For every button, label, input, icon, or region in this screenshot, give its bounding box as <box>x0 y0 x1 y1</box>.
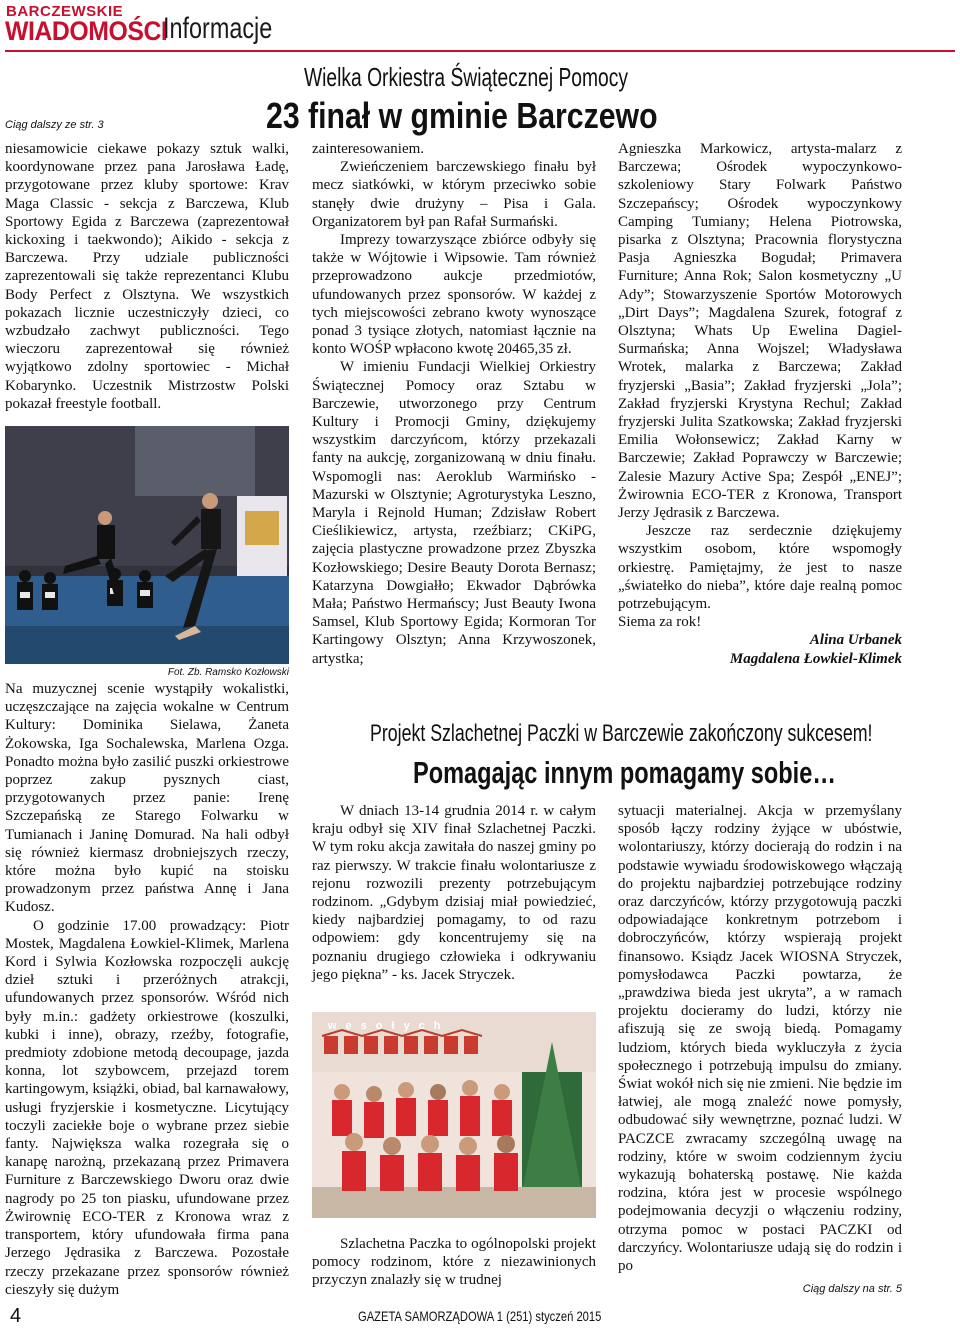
masthead-rule <box>5 50 955 52</box>
continued-from-note: Ciąg dalszy ze str. 3 <box>5 119 104 131</box>
paragraph: sytuacji materialnej. Akcja w przemyślany sposób łączy rodziny żyjące w ubóstwie, wolontariuszy, którzy docierają do rodzin i na podstawie wywiadu środowiskowego włączają do projektu najbardziej potrzebujące rodziny oraz darczyńców, którzy przygotowują paczki odpowiadające konkretnym potrzebom i dobroczyńców, którzy wspierają projekt finansowo. Ksiądz Jacek WIOSNA Stryczek, pomysłodawca Paczki powtarza, że „prawdziwa bieda jest ukryta”, a w ramach projektu docieramy do ludzi, którzy nie afiszują się ze swoją biedą. Pomagamy ludziom, których bieda wykluczyła z życia społecznego i potrzebują impulsu do zmiany. Świat wokół nich się nie zmieni. Nie będzie im łatwiej, ale mogą znaleźć nowe pomysły, odbudować siły wewnętrzne, poznać ludzi. W PACZCE zwracamy szczególną uwagę na rodziny, które w swoim codziennym życiu wykazują bohaterską postawę. Nie każda rodzina, która jest w procesie wspólnego podejmowania decyzji o włączeniu rodziny, otrzyma pomoc w postaci PACZKI od darczyńcy. Wolontariusze udają się do rodzin i po <box>618 803 902 1275</box>
article2-title: Pomagając innym pomagamy sobie… <box>413 755 836 790</box>
martial-arts-photo <box>5 426 289 664</box>
paragraph: Zwieńczeniem barczewskiego finału był mecz siatkówki, w którym przeciwko sobie stanęły dwie drużyny – Pisa i Gala. Organizatorem był pan Rafał Surmański. <box>312 159 596 230</box>
continued-to-note: Ciąg dalszy na str. 5 <box>802 1283 902 1295</box>
paragraph: W dniach 13-14 grudnia 2014 r. w całym kraju odbył się XIV finał Szlachetnej Paczki. W tym roku akcja zawitała do naszej gminy po raz pierwszy. W trakcie finału wolontariusze z rejonu rozwozili prezenty potrzebującym rodzinom. „Gdybym dzisiaj miał powiedzieć, kiedy najbardziej pomagamy, to od razu odpowiem: gdy koncentrujemy się na poznaniu drugiego człowieka i odkrywaniu jego piękna” - ks. Jacek Stryczek. <box>312 803 596 983</box>
section-title: Informacje <box>163 12 273 45</box>
paragraph: niesamowicie ciekawe pokazy sztuk walki, koordynowane przez pana Jarosława Ładę, przygotowane przez kluby sportowe: Krav Maga Classic - sekcja z Barczewa, Klub Sportowy Egida z Barczewa (zaprezentował kickoxing i taekwondo); Aikido - sekcja z Barczewa. Przy udziale publiczności zaprezentowali się także reprezentanci Klubu Body Perfect z Olsztyna. We wszystkich pokazach licznie uczestniczyły dzieci, co wzbudzało zachwyt publiczności. Tego wieczoru zaprezentował się również wyjątkowo zdolny sportowiec - Michał Kobarynko. Uczestnik Mistrzostw Polski pokazał freestyle football. <box>5 141 289 412</box>
issue-footer: GAZETA SAMORZĄDOWA 1 (251) styczeń 2015 <box>358 1308 602 1324</box>
paragraph: zainteresowaniem. <box>312 141 425 157</box>
banner-text: wesołych <box>328 1020 450 1032</box>
masthead-brand: WIADOMOŚCI <box>5 16 168 46</box>
paragraph: Szlachetna Paczka to ogólnopolski projekt pomocy rodzinom, które z niezawinionych przyczyn znalazły się w trudnej <box>312 1236 596 1289</box>
volunteers-illustration <box>312 1012 596 1218</box>
paragraph: Agnieszka Markowicz, artysta-malarz z Barczewa; Ośrodek wypoczynkowo-szkoleniowy Stary Folwark Państwo Szczepańscy; Ośrodek wypoczynkowy Camping Tumiany; Helena Piotrowska, pisarka z Olsztyna; Pracownia florystyczna Pasja Agnieszka Bogudał; Primavera Furniture; Anna Rok; Salon kosmetyczny „U Ady”; Stowarzyszenie Sportów Motorowych „Dirt Days”; Magdalena Szurek, fotograf z Olsztyna; Whats Up Ewelina Dagiel-Surmańska; Anna Wojszel; Władysława Wrotek, malarka z Barczewa; Zakład fryzjerski „Basia”; Zakład fryzjerski „Jola”; Zakład fryzjerski Krystyna Rechul; Zakład fryzjerski Julita Szatkowska; Zakład fryzjerski Emilia Wołonsewicz; Zakład Karny w Barczewie; Zakład Poprawczy w Barczewie; Zalesie Mazury Active Spa; Zespół „ENEJ”; Żwirownia ECO-TER z Kronowa, Transport Jerzy Jędrasik z Barczewa. <box>618 141 902 522</box>
article2-col1-bottom <box>312 1235 596 1290</box>
article1-col1-top <box>5 140 289 413</box>
volunteers-photo <box>312 1012 596 1218</box>
paragraph: Imprezy towarzyszące zbiórce odbyły się także w Wójtowie i Wipsowie. Tam również przeprowadzono aukcje przedmiotów, ufundowanych przez sponsorów. W każdej z tych miejscowości zebrano kwoty wynoszące ponad 3 tysiące złotych, natomiast łącznie na konto WOŚP wpłacono kwotę 20465,35 zł. <box>312 232 596 358</box>
paragraph: Na muzycznej scenie wystąpiły wokalistki, uczęszczające na zajęcia wokalne w Centrum Kultury: Dominika Sielawa, Żaneta Żokowska, Iga Sochalewska, Marlena Ozga. Ponadto można było zasilić puszki orkiestrowe poprzez zakup pysznych ciast, przygotowanych przez panie: Irenę Szczepańską ze Starego Folwarku w Tumianach i Janinę Domurad. Na hali odbył się również kiermasz drobniejszych rzeczy, które można było kupić na stoisku prowadzonym przez państwa Annę i Jana Kudosz. <box>5 681 289 916</box>
article1-col3 <box>618 140 902 668</box>
article1-col2 <box>312 140 596 668</box>
author-name: Alina Urbanek <box>809 632 902 649</box>
photo-caption: Fot. Zb. Ramsko Kozłowski <box>167 667 289 678</box>
article2-col2 <box>618 802 902 1275</box>
paragraph: Siema za rok! <box>618 614 702 631</box>
paragraph: O godzinie 17.00 prowadzący: Piotr Mostek, Magdalena Łowkiel-Klimek, Marlena Kord i Sylwia Kozłowska rozpoczęli aukcję dzieł sztuki i przeróżnych atrakcji, ufundowanych przez sponsorów. Wśród nich były m.in.: gadżety orkiestrowe (koszulki, kubki i inne), obrazy, rzeźby, fotografie, predmioty zdobione metodą decoupage, jazda konna, lot szybowcem, przejazd torem kartingowym, książki, obiad, bal karnawałowy, usługi fryzjerskie i kosmetyczne. Licytujący toczyli zaciekłe boje o wybrane przez siebie fanty. Największa walka rozegrała się o kanapę narożną, przekazaną przez Primavera Furniture z Barczewskiego Dworu oraz dwie nagrody po 25 ton piasku, ufundowane przez Żwirownię ECO-TER z Kronowa wraz z transportem, który ufundowała firma pana Jerzego Jędrasika z Barczewa. Pozostałe rzeczy przekazane przez sponsorów również cieszyły się dużym <box>5 917 289 1298</box>
article1-kicker: Wielka Orkiestra Świątecznej Pomocy <box>304 62 628 92</box>
paragraph: W imieniu Fundacji Wielkiej Orkiestry Świątecznej Pomocy oraz Sztabu w Barczewie, utworzonego przy Centrum Kultury i Promocji Gminy, dziękujemy wszystkim darczyńcom, którzy przekazali fanty na aukcję, zorganizowaną w dniu finału. Wspomogli nas: Aeroklub Warmińsko -Mazurski w Olsztynie; Agroturystyka Leszno, Maryla i Rejnold Human; Zdzisław Robert Cieślikiewicz, artysta, rzeźbiarz; CKiPG, zajęcia plastyczne prowadzone przez Zbyszka Kozłowskiego; Desire Beauty Dorota Bernasz; Katarzyna Dowgiałło; Ekwador Dąbrówka Mała; Państwo Hermańscy; Just Beauty Iwona Samsel, Klub Sportowy Egida; Kormoran Tor Kartingowy Olsztyn; Anna Krzywoszonek, artystka; <box>312 359 596 667</box>
article2-col1-top <box>312 802 596 984</box>
paragraph: Jeszcze raz serdecznie dziękujemy wszystkim osobom, które wspomogły orkiestrę. Pamiętajmy, że jest to nasze „światełko do nieba”, które daje realną pomoc potrzebującym. <box>618 523 902 613</box>
article2-kicker: Projekt Szlachetnej Paczki w Barczewie zakończony sukcesem! <box>370 720 873 747</box>
article1-col1-bottom <box>5 680 289 1299</box>
article1-title: 23 finał w gminie Barczewo <box>266 95 658 136</box>
masthead-brand-small: BARCZEWSKIE <box>6 3 124 20</box>
martial-arts-illustration <box>5 426 289 664</box>
page-number: 4 <box>10 1305 22 1327</box>
author-name: Magdalena Łowkiel-Klimek <box>729 650 902 667</box>
